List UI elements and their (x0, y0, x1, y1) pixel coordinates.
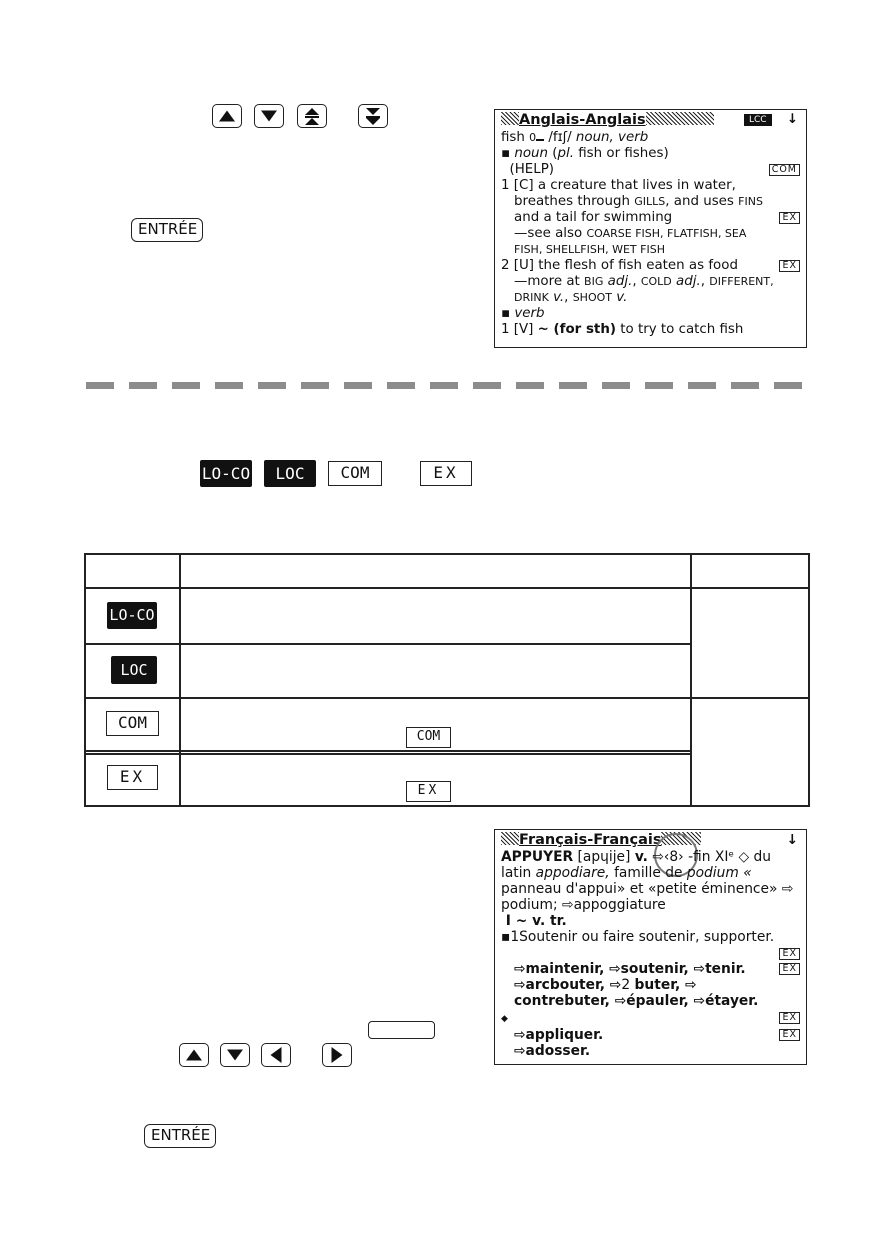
dash-segment (731, 382, 759, 389)
dash-segment (688, 382, 716, 389)
ex-tag: EX (779, 260, 800, 272)
table-inline-com-tag: COM (406, 727, 451, 748)
entry-line: —more at BIG adj., COLD adj., DIFFERENT, (514, 274, 774, 289)
right-arrow-icon (332, 1047, 343, 1063)
dash-segment (774, 382, 802, 389)
entry-line: ⇨maintenir, ⇨soutenir, ⇨tenir. EX (501, 961, 800, 977)
table-inline-ex-tag: EX (406, 781, 451, 802)
enter-key[interactable]: ENTRÉE (144, 1124, 216, 1148)
entry-line: ▪ noun (pl. fish or fishes) (501, 146, 669, 161)
entry-line: ⇨adosser. (514, 1043, 591, 1059)
entry-line: podium; ⇨appoggiature (501, 897, 666, 913)
entry-line: 1 [C] a creature that lives in water, (501, 178, 736, 193)
left-arrow-icon (271, 1047, 282, 1063)
dash-segment (86, 382, 114, 389)
page-down-key[interactable] (358, 104, 388, 128)
dash-segment (258, 382, 286, 389)
page-up-key[interactable] (297, 104, 327, 128)
lcc-badge: LCC (744, 114, 772, 126)
dash-segment (430, 382, 458, 389)
entry-line: panneau d'appui» et «petite éminence» ⇨ (501, 881, 794, 897)
dash-segment (215, 382, 243, 389)
dash-segment (301, 382, 329, 389)
down-arrow-icon (227, 1050, 243, 1061)
up-arrow-key[interactable] (212, 104, 242, 128)
dictionary-screen-anglais (494, 109, 807, 348)
up-arrow-key[interactable] (179, 1043, 209, 1067)
dash-segment (602, 382, 630, 389)
entry-line: —see also COARSE FISH, FLATFISH, SEA (514, 226, 747, 241)
right-arrow-key[interactable] (322, 1043, 352, 1067)
table-lo-co-indicator: LO-CO (107, 602, 157, 629)
up-arrow-icon (186, 1050, 202, 1061)
entry-line: APPUYER [apɥije] v. ⇨‹8› -fin XIᵉ ◇ du (501, 849, 772, 865)
entry-line: FISH, SHELLFISH, WET FISH (514, 243, 665, 256)
entry-line: ⇨appliquer. EX (501, 1027, 800, 1043)
blank-key[interactable] (368, 1021, 435, 1039)
down-arrow-key[interactable] (220, 1043, 250, 1067)
dictionary-screen-francais (494, 829, 807, 1065)
scroll-down-icon: ↓ (786, 832, 798, 848)
hatch-pattern-icon (501, 112, 519, 125)
entry-line: latin appodiare, famille de podium « (501, 865, 752, 881)
dash-segment (344, 382, 372, 389)
down-arrow-icon (261, 111, 277, 122)
dash-segment (129, 382, 157, 389)
entry-line: I ~ v. tr. (501, 913, 567, 929)
com-tag: COM (769, 164, 800, 176)
ex-tag: EX (779, 1029, 800, 1041)
loc-indicator: LOC (264, 460, 316, 487)
screen-title: Anglais-Anglais (519, 112, 646, 128)
hatch-pattern-icon (501, 832, 519, 845)
dash-segment (559, 382, 587, 389)
ex-tag: EX (779, 212, 800, 224)
enter-key[interactable]: ENTRÉE (131, 218, 203, 242)
entry-line: ◆ EX (501, 1009, 800, 1027)
entry-line: fish 0 /fɪʃ/ noun, verb (501, 130, 649, 145)
entry-line: and a tail for swimming EX (501, 210, 800, 226)
hatch-pattern-icon (646, 112, 714, 125)
entry-line: ▪ verb (501, 306, 545, 321)
dash-segment (516, 382, 544, 389)
entry-line: 2 [U] the flesh of fish eaten as food EX (501, 258, 800, 274)
entry-line: ⇨arcbouter, ⇨2 buter, ⇨ (514, 977, 697, 993)
entry-line: contrebuter, ⇨épauler, ⇨étayer. (514, 993, 759, 1009)
table-ex-indicator: EX (107, 765, 158, 790)
ex-tag: EX (779, 948, 800, 960)
scroll-down-icon: ↓ (786, 112, 798, 127)
dash-segment (645, 382, 673, 389)
dash-segment (387, 382, 415, 389)
ex-tag: EX (779, 1012, 800, 1024)
entry-line: ▪1Soutenir ou faire soutenir, supporter. (501, 929, 775, 945)
table-com-indicator: COM (106, 711, 159, 736)
entry-line: 1 [V] ~ (for sth) to try to catch fish (501, 322, 744, 337)
entry-line: DRINK v., SHOOT v. (514, 290, 628, 305)
entry-line: breathes through GILLS, and uses FINS (514, 194, 763, 209)
ex-indicator: EX (420, 461, 472, 486)
com-indicator: COM (328, 461, 382, 486)
lo-co-indicator: LO-CO (200, 460, 252, 487)
dash-segment (172, 382, 200, 389)
ex-tag: EX (779, 963, 800, 975)
dash-segment (473, 382, 501, 389)
left-arrow-key[interactable] (261, 1043, 291, 1067)
entry-line: (HELP) COM (501, 162, 800, 178)
table-loc-indicator: LOC (111, 656, 157, 684)
up-arrow-icon (219, 111, 235, 122)
down-arrow-key[interactable] (254, 104, 284, 128)
screen-title: Français-Français (519, 832, 662, 848)
